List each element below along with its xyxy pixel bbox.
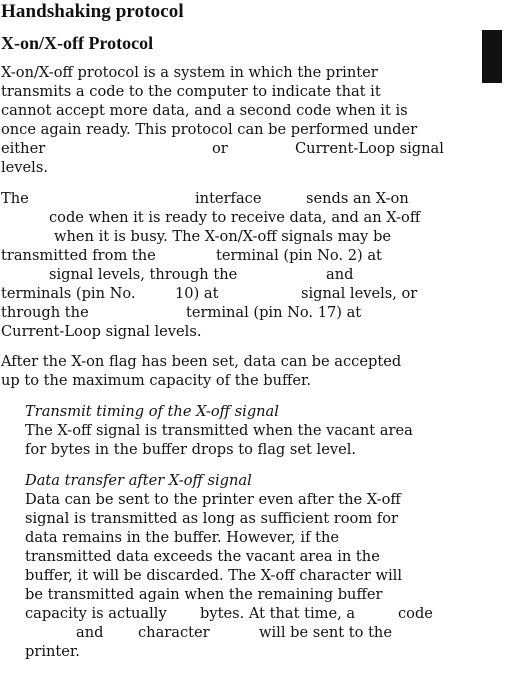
data-transfer-line-5: buffer, it will be discarded. The X-off character will [25,567,402,584]
intro-line-5-part-b: or [212,140,228,157]
intro-line-2: transmits a code to the computer to indicate that it [1,83,381,100]
data-transfer-line-8-part-b: character [138,624,210,641]
interface-line-7-part-a: through the [1,304,89,321]
data-transfer-line-8-part-a: and [76,624,104,641]
interface-line-3: when it is busy. The X-on/X-off signals may be [54,228,392,245]
interface-line-2: code when it is ready to receive data, and an X-off [49,209,421,226]
intro-line-3: cannot accept more data, and a second code when it is [1,102,408,119]
intro-line-5-part-c: Current-Loop signal [295,140,444,157]
data-transfer-line-7-part-b: bytes. At that time, a [200,605,356,622]
interface-line-6-part-c: signal levels, or [301,285,418,302]
intro-line-6: levels. [1,159,48,176]
data-transfer-line-2: signal is transmitted as long as sufficient room for [25,510,398,527]
interface-line-4-part-b: terminal (pin No. 2) at [216,247,382,264]
data-transfer-line-6: be transmitted again when the remaining buffer [25,586,383,603]
interface-line-5-part-b: and [326,266,354,283]
data-transfer-line-9: printer. [25,643,80,660]
interface-line-8: Current-Loop signal levels. [1,323,202,340]
interface-line-7-part-b: terminal (pin No. 17) at [186,304,362,321]
data-transfer-line-3: data remains in the buffer. However, if the [25,529,340,546]
interface-line-1-part-a: The [1,190,29,207]
section-heading: Handshaking protocol [1,1,184,22]
intro-line-4: once again ready. This protocol can be performed under [1,121,418,138]
data-transfer-line-4: transmitted data exceeds the vacant area in the [25,548,380,565]
interface-line-4-part-a: transmitted from the [1,247,156,264]
xoff-timing-line-1: The X-off signal is transmitted when the vacant area [25,422,413,439]
data-transfer-line-7-part-c: code [398,605,433,622]
intro-line-1: X-on/X-off protocol is a system in which the printer [1,64,378,81]
capacity-line-1: After the X-on flag has been set, data can be accepted [1,353,402,370]
interface-line-1-part-c: sends an X-on [306,190,409,207]
interface-line-6-part-a: terminals (pin No. [1,285,136,302]
subsection-heading: X-on/X-off Protocol [1,33,154,53]
intro-line-5-part-a: either [1,140,46,157]
data-transfer-title: Data transfer after X-off signal [25,472,252,489]
data-transfer-line-7-part-a: capacity is actually [25,605,167,622]
data-transfer-line-1: Data can be sent to the printer even after the X-off [25,491,401,508]
chapter-tab-marker [482,30,502,83]
interface-line-6-part-b: 10) at [175,285,219,302]
xoff-timing-line-2: for bytes in the buffer drops to flag set level. [25,441,357,458]
interface-line-1-part-b: interface [195,190,262,207]
data-transfer-line-8-part-c: will be sent to the [259,624,392,641]
interface-line-5-part-a: signal levels, through the [49,266,238,283]
xoff-timing-title: Transmit timing of the X-off signal [25,403,279,420]
capacity-line-2: up to the maximum capacity of the buffer. [1,372,311,389]
